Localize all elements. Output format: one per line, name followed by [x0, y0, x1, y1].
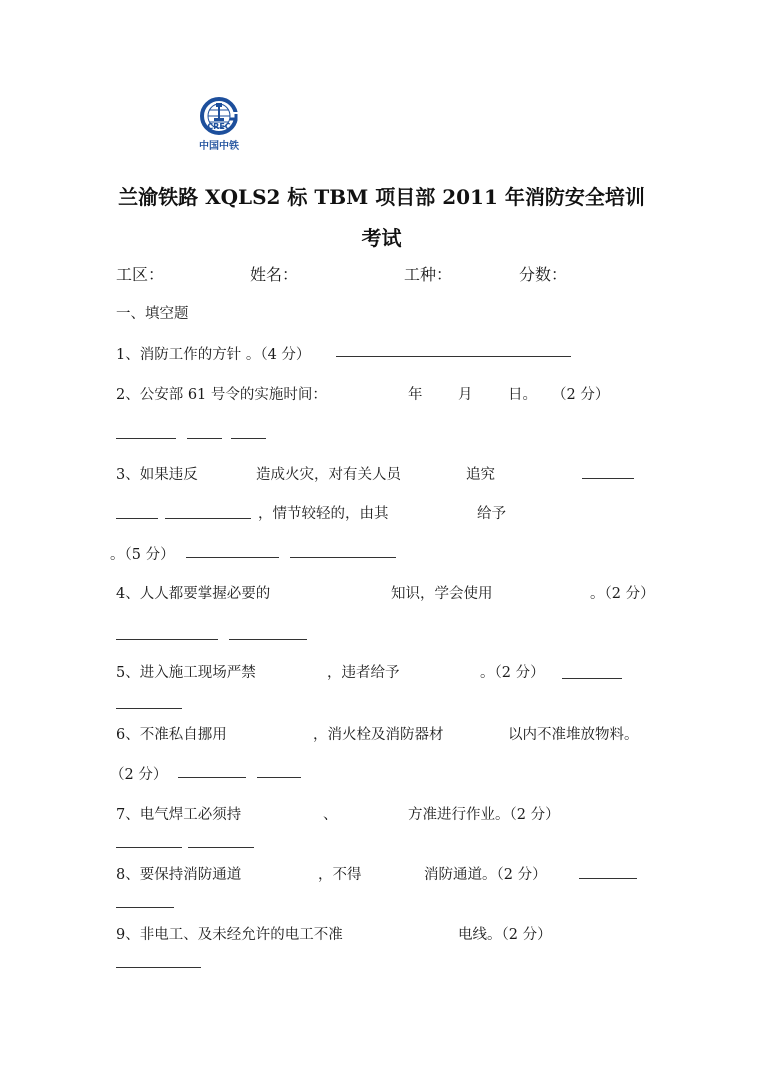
points-label: （2 分） — [110, 767, 168, 783]
answer-blank[interactable] — [165, 518, 251, 519]
question-1-text: 1、消防工作的方针 。（4 分） — [116, 347, 311, 363]
points-label: 。（2 分） — [590, 586, 655, 602]
logo-text: 中国中铁 — [199, 141, 239, 152]
year-label: 年 — [408, 387, 423, 403]
question-7-text: 、 — [323, 807, 338, 823]
answer-blank[interactable] — [178, 777, 246, 778]
exam-title-line2: 考试 — [361, 226, 402, 250]
answer-blank[interactable] — [116, 907, 174, 908]
answer-blank[interactable] — [336, 356, 571, 357]
answer-blank[interactable] — [116, 639, 218, 640]
answer-blank[interactable] — [116, 518, 158, 519]
question-8-text: 8、要保持消防通道 — [116, 867, 242, 883]
svg-text:CREC: CREC — [207, 122, 231, 131]
exam-title-line1: 兰渝铁路 XQLS2 标 TBM 项目部 2011 年消防安全培训 — [118, 185, 645, 209]
question-3-text: 3、如果违反 — [116, 467, 198, 483]
section-heading-fill-in: 一、填空题 — [116, 306, 189, 322]
answer-blank[interactable] — [116, 708, 182, 709]
answer-blank[interactable] — [186, 557, 279, 558]
answer-blank[interactable] — [290, 557, 396, 558]
answer-blank-day[interactable] — [231, 438, 266, 439]
day-label: 日。 — [508, 387, 537, 403]
crec-globe-logo-icon — [190, 97, 248, 137]
answer-blank[interactable] — [116, 847, 182, 848]
question-3-text: 追究 — [466, 467, 495, 483]
score-label: 分数： — [519, 265, 568, 284]
answer-blank-month[interactable] — [187, 438, 222, 439]
answer-blank[interactable] — [116, 967, 201, 968]
points-label: 。（5 分） — [110, 547, 175, 563]
question-6-text: ，消火栓及消防器材 — [313, 727, 444, 743]
answer-blank[interactable] — [229, 639, 307, 640]
answer-blank[interactable] — [188, 847, 254, 848]
question-6-text: 以内不准堆放物料。 — [508, 727, 639, 743]
name-label: 姓名： — [250, 265, 299, 284]
work-area-label: 工区： — [116, 265, 165, 284]
question-3-text: 给予 — [477, 506, 506, 522]
question-4-text: 知识，学会使用 — [391, 586, 493, 602]
question-4-text: 4、人人都要掌握必要的 — [116, 586, 271, 602]
answer-blank[interactable] — [257, 777, 301, 778]
points-label: 。（2 分） — [480, 665, 545, 681]
question-6-text: 6、不准私自挪用 — [116, 727, 227, 743]
question-8-text: 消防通道。（2 分） — [424, 867, 547, 883]
question-7-text: 7、电气焊工必须持 — [116, 807, 242, 823]
question-9-text: 9、非电工、及未经允许的电工不准 — [116, 927, 343, 943]
answer-blank[interactable] — [582, 478, 634, 479]
job-type-label: 工种： — [404, 265, 453, 284]
answer-blank[interactable] — [562, 678, 622, 679]
question-8-text: ，不得 — [318, 867, 362, 883]
question-5-text: 5、进入施工现场严禁 — [116, 665, 256, 681]
month-label: 月 — [458, 387, 473, 403]
question-5-text: ，违者给予 — [327, 665, 400, 681]
answer-blank[interactable] — [579, 878, 637, 879]
question-3-text: 造成火灾，对有关人员 — [256, 467, 401, 483]
question-7-text: 方准进行作业。（2 分） — [408, 807, 560, 823]
question-2-text: 2、公安部 61 号令的实施时间： — [116, 387, 327, 403]
company-logo — [190, 97, 248, 155]
question-9-text: 电线。（2 分） — [458, 927, 552, 943]
points-label: （2 分） — [552, 387, 610, 403]
question-3-text: ，情节较轻的，由其 — [258, 506, 389, 522]
answer-blank-year[interactable] — [116, 438, 176, 439]
